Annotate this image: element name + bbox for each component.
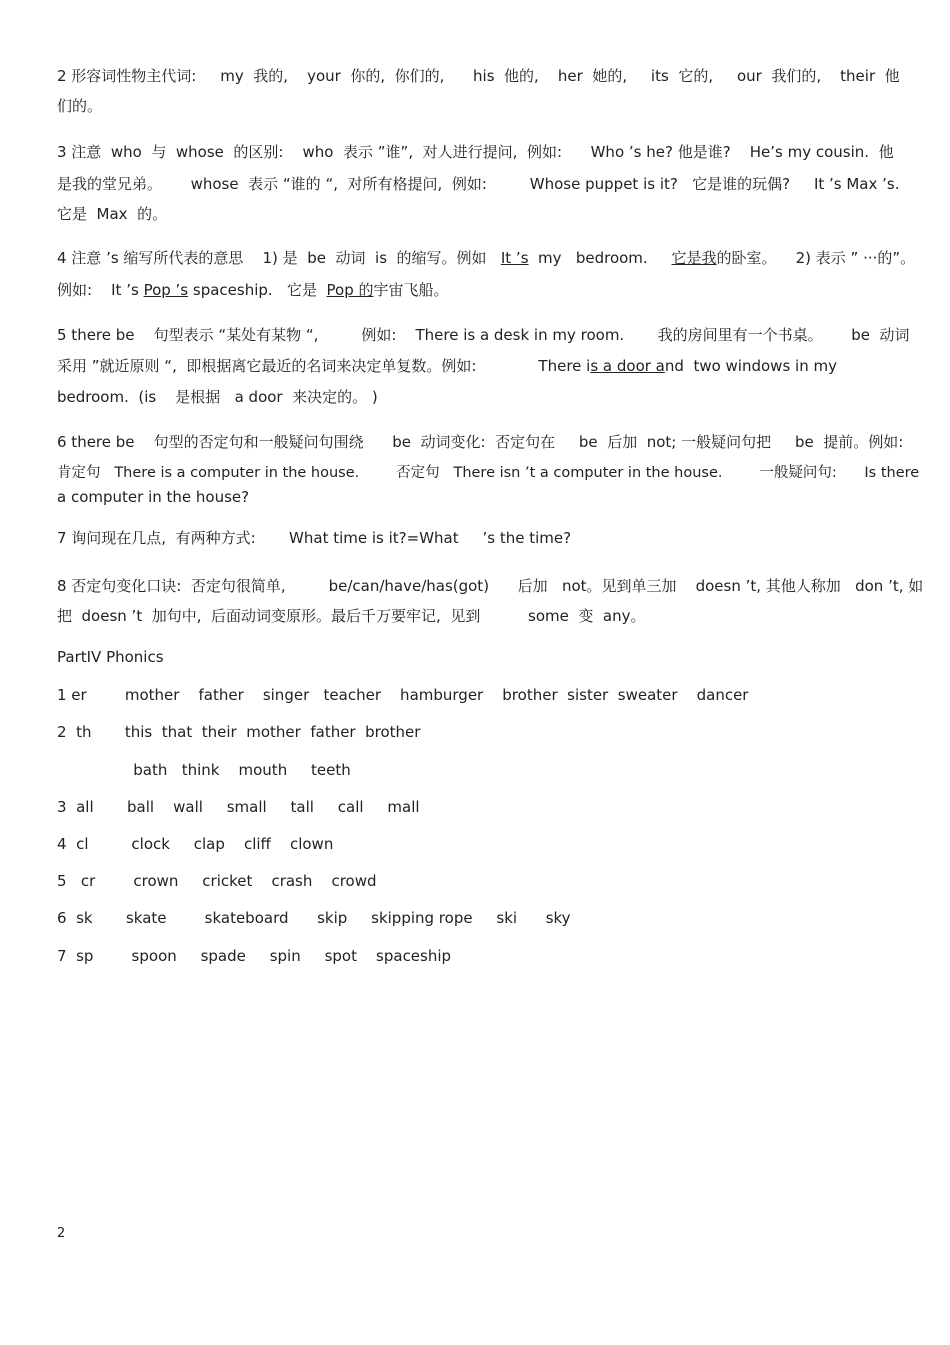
item6-line2: 肯定句 There is a computer in the house. 否定句 There isn ’t a computer in the house. 一般疑问句: Is there	[57, 465, 920, 481]
item5-line1: 5 there be 句型表示 “某处有某物 “, 例如: There is a desk in my room. 我的房间里有一个书桌。 be 动词	[57, 326, 910, 344]
underlined-its: It ’s	[500, 249, 529, 267]
item4-line2	[57, 280, 449, 300]
phonics-row: 5 cr crown cricket crash crowd	[57, 872, 377, 890]
item4-text: 的卧室。 2) 表示 ” ···的”。	[716, 249, 916, 267]
item3-line1: 3 注意 who 与 whose 的区别: who 表示 ”谁”, 对人进行提问, 例如: Who ’s he? 他是谁? He’s my cousin. 他	[57, 143, 894, 161]
phonics-row: 2 th this that their mother father brother	[57, 723, 421, 741]
phonics-row: bath think mouth teeth	[57, 761, 351, 779]
item3-line2: 是我的堂兄弟。 whose 表示 “谁的 “, 对所有格提问, 例如: Whose puppet is it? 它是谁的玩偶? It ’s Max ’s.	[57, 175, 900, 193]
item6-line1: 6 there be 句型的否定句和一般疑问句围绕 be 动词变化: 否定句在 be 后加 not; 一般疑问句把 be 提前。例如:	[57, 433, 904, 451]
item4-text: 4 注意 ’s 缩写所代表的意思 1) 是 be 动词 is 的缩写。例如	[57, 249, 501, 267]
phonics-row: 7 sp spoon spade spin spot spaceship	[57, 947, 452, 965]
phonics-row: 6 sk skate skateboard skip skipping rope ski sky	[57, 909, 571, 927]
phonics-row: 4 cl clock clap cliff clown	[57, 835, 334, 853]
item2-line1: 2 形容词性物主代词: my 我的, your 你的, 你们的, his 他的, her 她的, its 它的, our 我们的, their 他	[57, 67, 900, 85]
item8-line2: 把 doesn ’t 加句中, 后面动词变原形。最后千万要牢记, 见到 some 变 any。	[57, 607, 646, 625]
item8-line1: 8 否定句变化口诀: 否定句很简单, be/can/have/has(got) 后加 not。见到单三加 doesn ’t, 其他人称加 don ’t, 如	[57, 577, 924, 595]
underlined-chinese: 它是我	[671, 249, 717, 267]
phonics-row: 1 er mother father singer teacher hamburger brother sister sweater dancer	[57, 686, 749, 704]
item7-line1: 7 询问现在几点, 有两种方式: What time is it?=What ’s the time?	[57, 529, 572, 547]
item2-line2: 们的。	[57, 97, 103, 115]
item6-line3: a computer in the house?	[57, 488, 250, 506]
item5-text: 采用 ”就近原则 “, 即根据离它最近的名词来决定单复数。例如: There i	[57, 357, 591, 375]
item3-line3: 它是 Max 的。	[57, 205, 168, 223]
phonics-heading: PartIV Phonics	[57, 648, 164, 666]
item4-line1	[57, 248, 915, 268]
page-number: 2	[57, 1226, 66, 1241]
underlined-a-door: s a door a	[590, 357, 665, 375]
item4-text: 例如: It ’s	[57, 281, 144, 299]
phonics-row: 3 all ball wall small tall call mall	[57, 798, 420, 816]
item5-line2	[57, 356, 837, 376]
item4-text: spaceship. 它是	[188, 281, 327, 299]
item4-text: my bedroom.	[528, 249, 672, 267]
underlined-pop-de: Pop 的	[326, 281, 374, 299]
underlined-pops: Pop ’s	[143, 281, 189, 299]
item4-text: 宇宙飞船。	[373, 281, 449, 299]
item5-text: nd two windows in my	[664, 357, 837, 375]
item5-line3: bedroom. (is 是根据 a door 来决定的。 )	[57, 388, 378, 406]
